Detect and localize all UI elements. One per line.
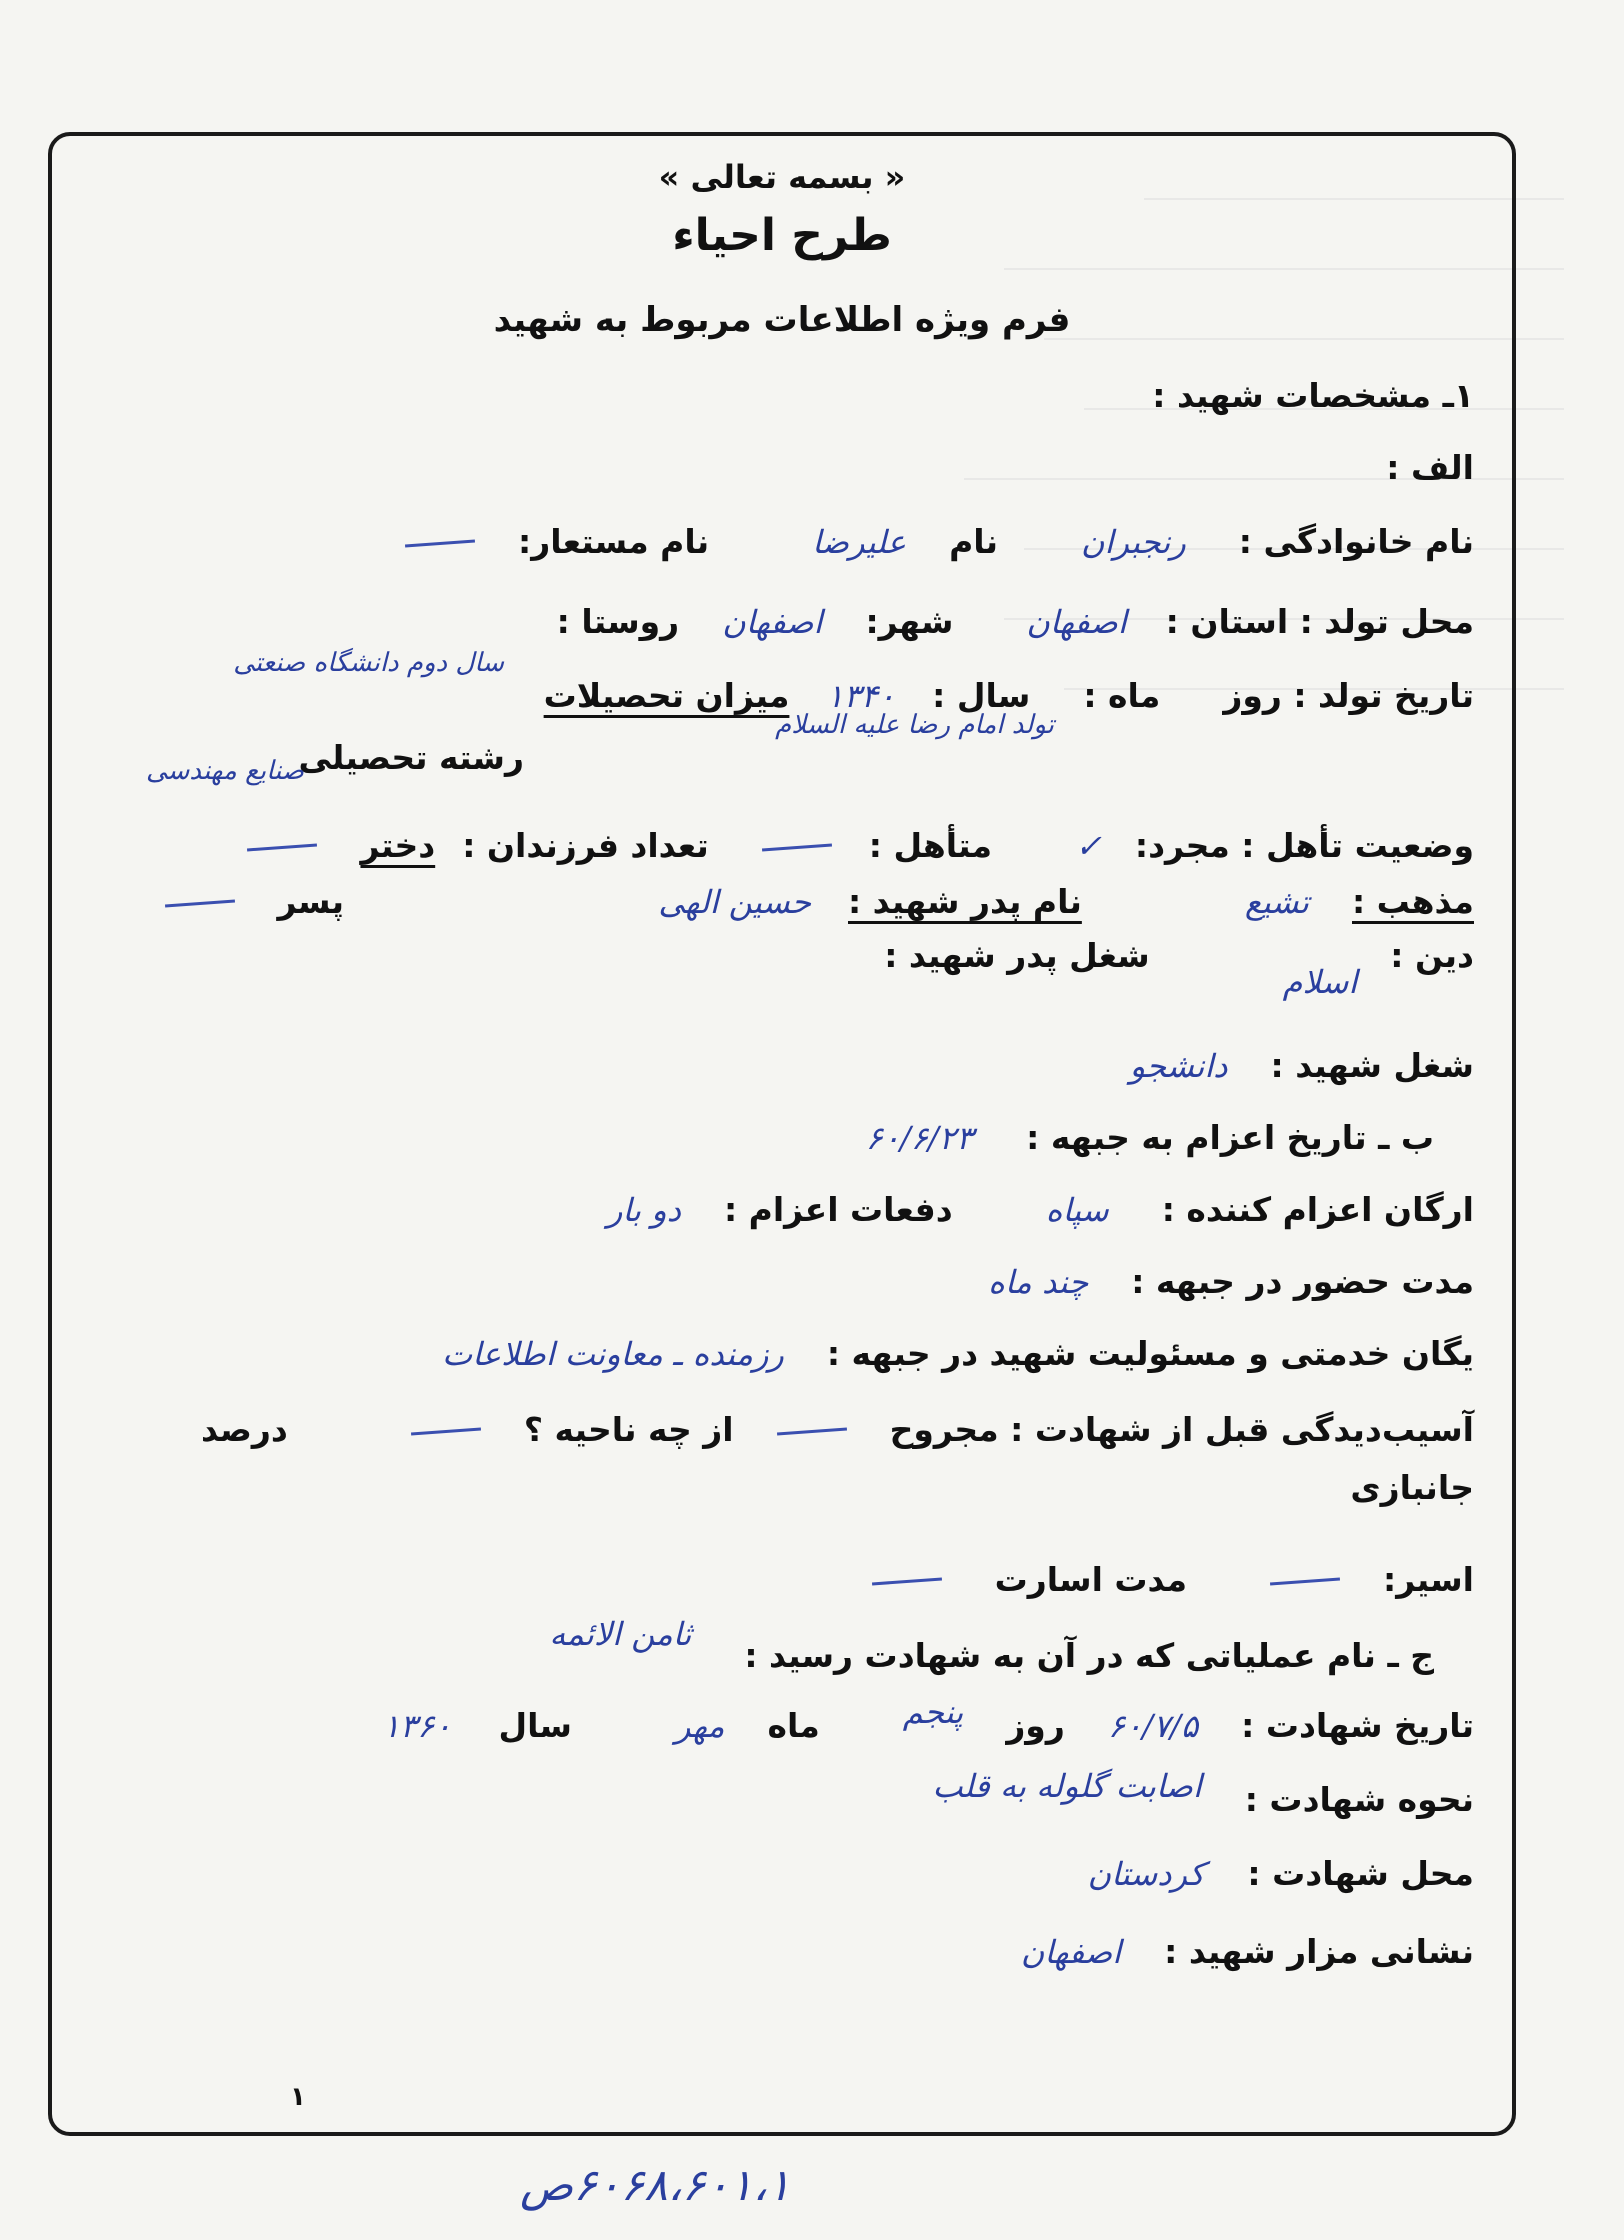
city-value: اصفهان [722, 603, 823, 641]
field-value: صنایع مهندسی [145, 756, 304, 786]
father-name-label: نام پدر شهید : [848, 882, 1082, 921]
sect-label: مذهب : [1352, 882, 1474, 921]
grave-value: اصفهان [1020, 1933, 1122, 1971]
form-title: فرم ویژه اطلاعات مربوط به شهید [493, 300, 1071, 340]
unit-label: یگان خدمتی و مسئولیت شهید در جبهه : [826, 1334, 1474, 1373]
captive-empty-dash [1270, 1578, 1340, 1586]
unit-row [442, 1334, 1474, 1374]
religion-row [884, 936, 1474, 1001]
project-title: طرح احیاء [672, 210, 892, 261]
duration-label: مدت حضور در جبهه : [1131, 1262, 1474, 1301]
manner-label: نحوه شهادت : [1244, 1780, 1474, 1819]
manner-row [932, 1767, 1474, 1820]
operation-value: ثامن الائمه [549, 1615, 692, 1653]
death-year-label: سال [498, 1706, 572, 1745]
daughter-label: دختر [360, 826, 436, 865]
city-label: شهر: [865, 602, 954, 641]
son-row [165, 882, 345, 922]
marital-row [247, 826, 1474, 866]
father-name-value: حسین الهی [658, 883, 811, 921]
family-name-value: رنجبران [1081, 523, 1186, 561]
birthdate-label: تاریخ تولد : روز [1223, 676, 1474, 715]
unit-value: رزمنده ـ معاونت اطلاعات [442, 1335, 784, 1373]
captive-row [872, 1560, 1474, 1600]
alias-label: نام مستعار: [518, 522, 710, 561]
org-row [607, 1190, 1474, 1230]
death-date-row [382, 1693, 1474, 1746]
duration-row [988, 1262, 1474, 1302]
birth-year-value: ۱۳۴۰ [826, 677, 896, 715]
family-name-row [405, 522, 1474, 562]
father-job-label: شغل پدر شهید : [884, 936, 1150, 975]
first-name-value: علیرضا [812, 523, 907, 561]
dispatch-date-label: ب ـ تاریخ اعزام به جبهه : [1026, 1118, 1434, 1157]
captivity-empty-dash [872, 1578, 942, 1586]
section1-title: ۱ـ مشخصات شهید : [1152, 376, 1474, 415]
single-mark: ✓ [1075, 827, 1102, 865]
sect-value: تشیع [1244, 883, 1309, 921]
son-label: پسر [277, 882, 344, 921]
death-month-value: مهر [674, 1707, 725, 1745]
bismillah: « بسمه تعالی » [658, 158, 906, 196]
injury-label: آسیب‌دیدگی قبل از شهادت : مجروح [889, 1410, 1474, 1449]
village-label: روستا : [556, 602, 680, 641]
field-label: رشته تحصیلی [298, 738, 524, 777]
birth-day-value: تولد امام رضا علیه السلام [775, 710, 1054, 740]
dispatch-date-value: ۶۰/۶/۲۳ [865, 1119, 974, 1157]
field-row [299, 738, 524, 778]
bottom-handwritten-note: ۶۰۶۸،۶۰۱،۱ص [520, 2160, 791, 2211]
duration-value: چند ماه [988, 1263, 1089, 1301]
sect-row [658, 882, 1474, 922]
captive-label: اسیر: [1383, 1560, 1474, 1599]
org-label: ارگان اعزام کننده : [1161, 1190, 1474, 1229]
job-label: شغل شهید : [1270, 1046, 1474, 1085]
manner-value: اصابت گلوله به قلب [932, 1767, 1202, 1805]
children-label: تعداد فرزندان : [462, 826, 709, 865]
death-month-label: ماه [767, 1706, 820, 1745]
injury-empty-dash [777, 1428, 847, 1436]
org-value: سپاه [1045, 1191, 1109, 1229]
son-empty-dash [164, 900, 234, 908]
religion-value: اسلام [1282, 963, 1358, 1001]
dispatch-date-row [866, 1118, 1434, 1158]
place-row [1088, 1854, 1474, 1894]
family-name-label: نام خانوادگی : [1238, 522, 1474, 561]
page-number: ۱ [290, 2082, 306, 2112]
death-day-label: روز [1006, 1706, 1065, 1745]
injury-row [201, 1410, 1474, 1450]
place-value: کردستان [1087, 1855, 1205, 1893]
captivity-label: مدت اسارت [994, 1560, 1188, 1599]
where-empty-dash [411, 1428, 481, 1436]
death-date-value: ۶۰/۷/۵ [1107, 1707, 1199, 1745]
birth-month-label: ماه : [1083, 676, 1161, 715]
operation-label: ج ـ نام عملیاتی که در آن به شهادت رسید : [744, 1636, 1434, 1675]
death-year-value: ۱۳۶۰ [382, 1707, 452, 1745]
times-value: دو بار [606, 1191, 681, 1229]
janbazi-label: جانبازی [1350, 1468, 1474, 1507]
alef-label: الف : [1386, 448, 1474, 487]
married-label: متأهل : [868, 826, 993, 865]
death-day-value: پنجم [902, 1693, 964, 1731]
daughter-empty-dash [247, 844, 317, 852]
birth-year-label: سال : [932, 676, 1031, 715]
married-empty-dash [762, 844, 832, 852]
percent-label: درصد [200, 1410, 288, 1449]
place-label: محل شهادت : [1247, 1854, 1474, 1893]
birthplace-row [557, 602, 1474, 642]
operation-row [549, 1615, 1434, 1676]
grave-label: نشانی مزار شهید : [1164, 1932, 1474, 1971]
where-label: از چه ناحیه ؟ [523, 1410, 734, 1449]
grave-row [1021, 1932, 1474, 1972]
religion-label: دین : [1390, 936, 1474, 975]
birthplace-label: محل تولد : استان : [1165, 602, 1474, 641]
job-value: دانشجو [1129, 1047, 1228, 1085]
province-value: اصفهان [1026, 603, 1127, 641]
education-value: سال دوم دانشگاه صنعتی [233, 648, 504, 678]
education-label: میزان تحصیلات [543, 676, 790, 715]
alias-empty-dash [405, 540, 475, 548]
death-date-label: تاریخ شهادت : [1241, 1706, 1474, 1745]
times-label: دفعات اعزام : [723, 1190, 953, 1229]
first-name-label: نام [949, 522, 999, 561]
marital-label: وضعیت تأهل : مجرد: [1134, 826, 1474, 865]
job-row [1130, 1046, 1474, 1086]
